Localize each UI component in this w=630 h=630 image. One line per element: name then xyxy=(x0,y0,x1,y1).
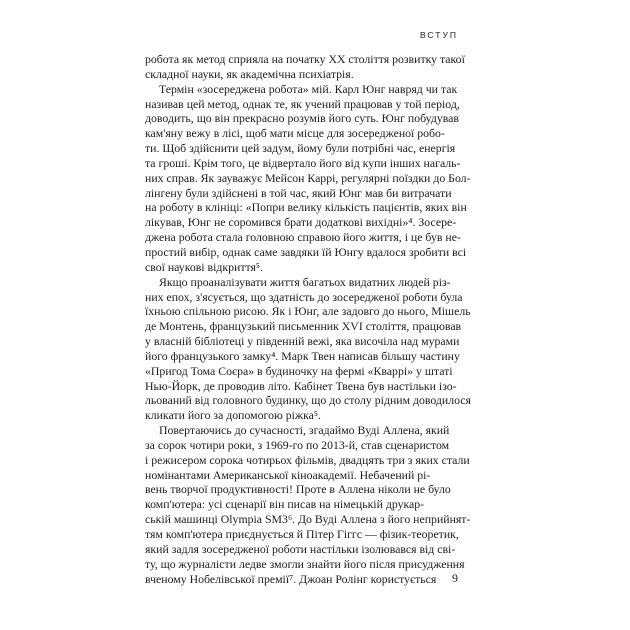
body-text xyxy=(145,52,475,586)
text-line: кликати його за допомогою ріжка⁵. xyxy=(145,408,321,423)
text-line: номінантами Американської кіноакадемії. Небачений рі- xyxy=(145,467,431,482)
text-line: лінгену були здійснені в той час, який Юнг мав би витрачати xyxy=(145,185,452,200)
text-line: свої наукові відкриття⁵. xyxy=(145,259,263,274)
text-line: вень творчої продуктивності! Проте в Аллена ніколи не було xyxy=(145,482,451,497)
paragraph-first-line: Повертаючись до сучасності, згадаймо Вуді Аллена, який xyxy=(159,423,450,438)
text-line: ту, що журналісти ледве змогли знайти його після присудження xyxy=(145,556,465,571)
text-line: них справ. Як зауважує Мейсон Каррі, регулярні поїздки до Бол- xyxy=(145,170,471,185)
text-line: Нью-Йорк, де проводив літо. Кабінет Твена був настільки ізо- xyxy=(145,378,457,393)
text-line: його французького замку⁴. Марк Твен написав більшу частину xyxy=(145,348,460,363)
text-line: простий вибір, однак саме завдяки їй Юнгу вдалося зробити всі xyxy=(145,244,467,259)
text-line: робота як метод сприяла на початку XX століття розвитку такої xyxy=(145,52,465,66)
text-line: джена робота стала головною справою його життя, і це був не- xyxy=(145,230,461,245)
text-line: льований від головного будинку, що до столу рідним доводилося xyxy=(145,393,471,408)
text-line: них епох, з'ясується, що здатність до зосередженої роботи була xyxy=(145,289,463,304)
text-line: доводить, що він прекрасно розумів його суть. Юнг побудував xyxy=(145,111,459,126)
text-line: їхньою спільною рисою. Як і Юнг, але задовго до нього, Мішель xyxy=(145,304,471,319)
text-line: ській машинці Olympia SM3⁶. До Вуді Аллена з його неприйнят- xyxy=(145,512,471,527)
running-head: ВСТУП xyxy=(420,30,458,40)
text-line: на роботу в клініці: «Попри велику кількість пацієнтів, яких він xyxy=(145,200,467,215)
text-line: та гроші. Крім того, це відвертало його від купи інших нагаль- xyxy=(145,155,461,170)
text-line: називав цей метод, однак те, як учений працював у той період, xyxy=(145,96,460,111)
text-line: де Монтень, французький письменник XVI століття, працював xyxy=(145,319,462,334)
text-line: ти. Щоб здійснити цей задум, йому були потрібні час, енергія xyxy=(145,141,456,156)
text-line: лікував, Юнг не соромився брати додаткові вихідні»⁴. Зосере- xyxy=(145,215,457,230)
text-line: комп'ютера: усі сценарії він писав на німецькій друкар- xyxy=(145,497,425,512)
text-line: складної науки, як академічна психіатрія. xyxy=(145,66,354,81)
text-line: який задля зосередженої роботи настільки ізолювався від сві- xyxy=(145,541,456,556)
paragraph-first-line: Якщо проаналізувати життя багатьох видатних людей різ- xyxy=(159,274,451,289)
text-line: тям комп'ютера приєднується й Пітер Гіггс — фізик-теоретик, xyxy=(145,527,459,541)
page-number: 9 xyxy=(452,571,458,585)
text-line: за сорок чотири роки, з 1969-го по 2013-й, став сценаристом xyxy=(145,437,450,452)
text-line: кам'яну вежу в лісі, щоб мати місце для зосередженої робо- xyxy=(145,126,445,141)
text-line: у власній бібліотеці у південній вежі, яка височіла над мурами xyxy=(145,334,460,349)
text-line: вченому Нобелівської премії⁷. Джоан Ролінг користується xyxy=(145,571,437,586)
text-line: і режисером сорока чотирьох фільмів, двадцять три з яких стали xyxy=(145,452,470,467)
paragraph-first-line: Термін «зосереджена робота» мій. Карл Юнг навряд чи так xyxy=(159,81,458,96)
text-line: «Пригод Тома Соєра» в будиночку на фермі «Кваррі» у штаті xyxy=(145,363,453,378)
